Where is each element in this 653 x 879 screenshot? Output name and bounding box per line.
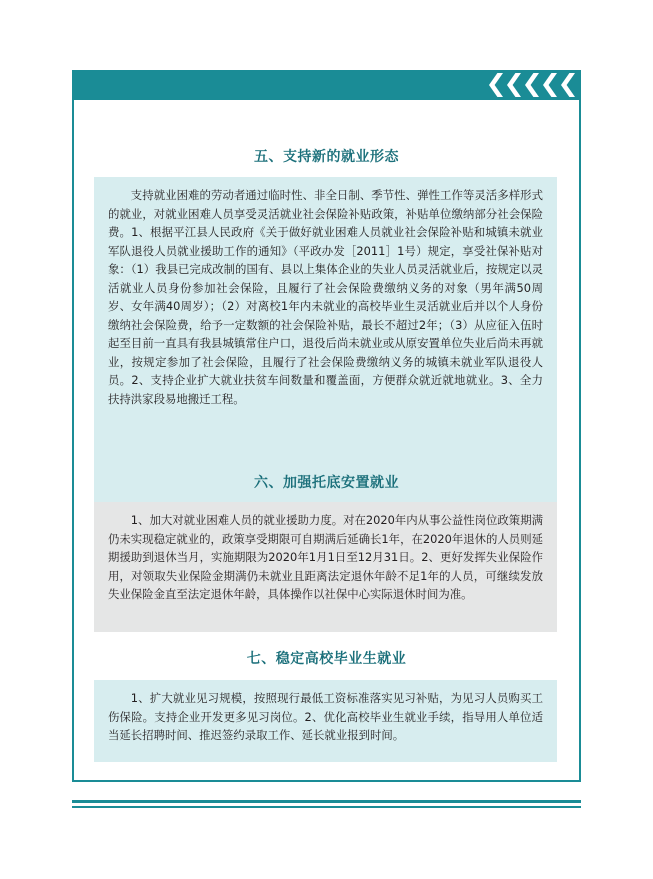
header-bar bbox=[72, 70, 581, 100]
bottom-divider bbox=[72, 806, 581, 808]
section-text-6: 1、加大对就业困难人员的就业援助力度。对在2020年内从事公益性岗位政策期满仍未实现稳定就业的，政策享受期限可自期满后延确长1年，在2020年退休的人员则延期援助到退休当月，实施期限为2020年1月1日至12月31日。2、更好发挥失业保险作用，对领取失业保险金期满仍未就业且距离法定退休年龄不足1年的人员，可继续发放失业保险金直至法定退休年龄，具体操作以社保中心实际退休时间为准。 bbox=[108, 513, 543, 601]
chevron-left-icon bbox=[543, 73, 557, 97]
section-heading-5: 五、支持新的就业形态 bbox=[254, 149, 399, 165]
section-heading-6: 六、加强托底安置就业 bbox=[254, 475, 399, 491]
bottom-divider bbox=[72, 800, 581, 803]
chevron-left-icon bbox=[489, 73, 503, 97]
chevron-left-icon bbox=[525, 73, 539, 97]
section-body-5 bbox=[94, 177, 557, 557]
section-body-6 bbox=[94, 502, 557, 632]
chevron-left-icon bbox=[561, 73, 575, 97]
section-text-5: 支持就业困难的劳动者通过临时性、非全日制、季节性、弹性工作等灵活多样形式的就业，对就业困难人员享受灵活就业社会保险补贴政策，补贴单位缴纳部分社会保险费。1、根据平江县人民政府《关于做好就业困难人员就业社会保险补贴和城镇未就业军队退役人员就业援助工作的通知》（平政办发［2011］1号）规定，享受社保补贴对象：（1）我县已完成改制的国有、县以上集体企业的失业人员灵活就业后，按规定以灵活就业人员身份参加社会保险，且履行了社会保险费缴纳义务的对象（男年满50周岁、女年满40周岁）；（2）对离校1年内未就业的高校毕业生灵活就业后并以个人身份缴纳社会保险费，给予一定数额的社会保险补贴，最长不超过2年；（3）从应征入伍时起至目前一直具有我县城镇常住户口，退役后尚未就业或从原安置单位失业后尚未再就业，按规定参加了社会保险，且履行了社会保险费缴纳义务的城镇未就业军队退役人员。2、支持企业扩大就业扶贫车间数量和覆盖面，方便群众就近就地就业。3、全力扶持洪家段易地搬迁工程。 bbox=[108, 188, 543, 406]
chevron-decoration bbox=[489, 73, 575, 97]
section-text-7: 1、扩大就业见习规模，按照现行最低工资标准落实见习补贴，为见习人员购买工伤保险。支持企业开发更多见习岗位。2、优化高校毕业生就业手续，指导用人单位适当延长招聘时间、推迟签约录取工作、延长就业报到时间。 bbox=[108, 691, 543, 742]
section-heading-7: 七、稳定高校毕业生就业 bbox=[246, 651, 407, 667]
section-body-7 bbox=[94, 680, 557, 762]
chevron-left-icon bbox=[507, 73, 521, 97]
content-frame bbox=[72, 100, 581, 782]
